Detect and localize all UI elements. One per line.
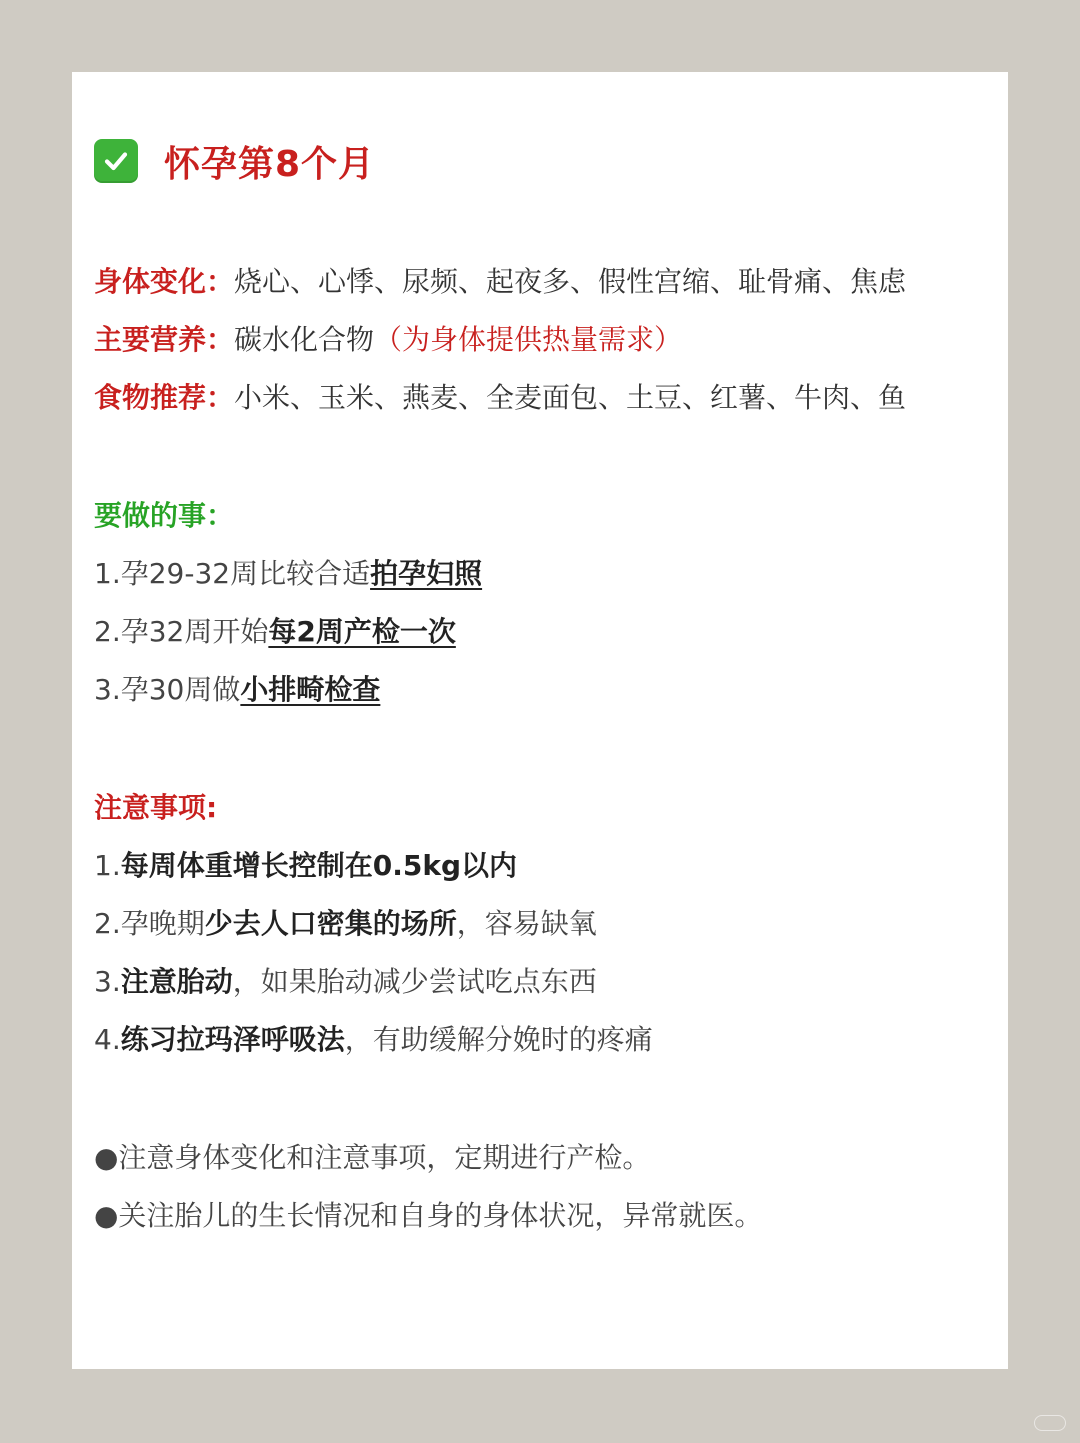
todo-item-text: 1.孕29-32周比较合适 (94, 557, 371, 590)
notes-item-suffix: ，如果胎动减少尝试吃点东西 (232, 965, 597, 998)
info-value: 小米、玉米、燕麦、全麦面包、土豆、红薯、牛肉、鱼 (234, 381, 907, 414)
info-colon: ： (206, 323, 235, 356)
notes-item (94, 846, 517, 886)
notes-item-prefix: 2.孕晚期 (94, 907, 205, 940)
title-row (94, 136, 375, 186)
notes-item-prefix: 3. (94, 965, 121, 998)
info-food-recommend (94, 378, 906, 418)
notes-heading: 注意事项: (94, 791, 218, 824)
todo-item (94, 670, 380, 710)
info-label: 身体变化 (94, 265, 207, 298)
info-value: 碳水化合物 (234, 323, 375, 356)
todo-item-emphasis: 拍孕妇照 (370, 557, 483, 590)
info-colon: ： (206, 381, 235, 414)
todo-item-text: 2.孕32周开始 (94, 615, 269, 648)
summary-bullet: ●注意身体变化和注意事项，定期进行产检。 (94, 1141, 651, 1174)
info-label: 主要营养 (94, 323, 207, 356)
notes-item (94, 1020, 653, 1060)
watermark-logo (1034, 1415, 1066, 1431)
info-note: （为身体提供热量需求） (374, 323, 683, 356)
info-label: 食物推荐 (94, 381, 207, 414)
notes-item-emphasis: 注意胎动 (120, 965, 233, 998)
notes-item (94, 904, 597, 944)
info-value: 烧心、心悸、尿频、起夜多、假性宫缩、耻骨痛、焦虑 (234, 265, 907, 298)
content-card (72, 72, 1008, 1369)
notes-item-emphasis: 练习拉玛泽呼吸法 (120, 1023, 345, 1056)
notes-item-prefix: 1. (94, 849, 121, 882)
info-body-changes (94, 262, 906, 302)
todo-item-text: 3.孕30周做 (94, 673, 241, 706)
todo-item-emphasis: 每2周产检一次 (268, 615, 456, 648)
todo-item (94, 612, 456, 652)
info-main-nutrition (94, 320, 682, 360)
check-mark-button-icon (94, 139, 138, 183)
notes-item-suffix: ，有助缓解分娩时的疼痛 (344, 1023, 653, 1056)
notes-item-suffix: ，容易缺氧 (456, 907, 597, 940)
notes-item (94, 962, 597, 1002)
todo-item (94, 554, 482, 594)
notes-item-emphasis: 每周体重增长控制在0.5kg以内 (120, 849, 517, 882)
todo-item-emphasis: 小排畸检查 (240, 673, 381, 706)
summary-bullet: ●关注胎儿的生长情况和自身的身体状况，异常就医。 (94, 1199, 763, 1232)
info-colon: ： (206, 265, 235, 298)
notes-item-emphasis: 少去人口密集的场所 (204, 907, 457, 940)
page-title: 怀孕第8个月 (164, 143, 376, 185)
notes-item-prefix: 4. (94, 1023, 121, 1056)
todo-heading: 要做的事： (94, 499, 235, 532)
